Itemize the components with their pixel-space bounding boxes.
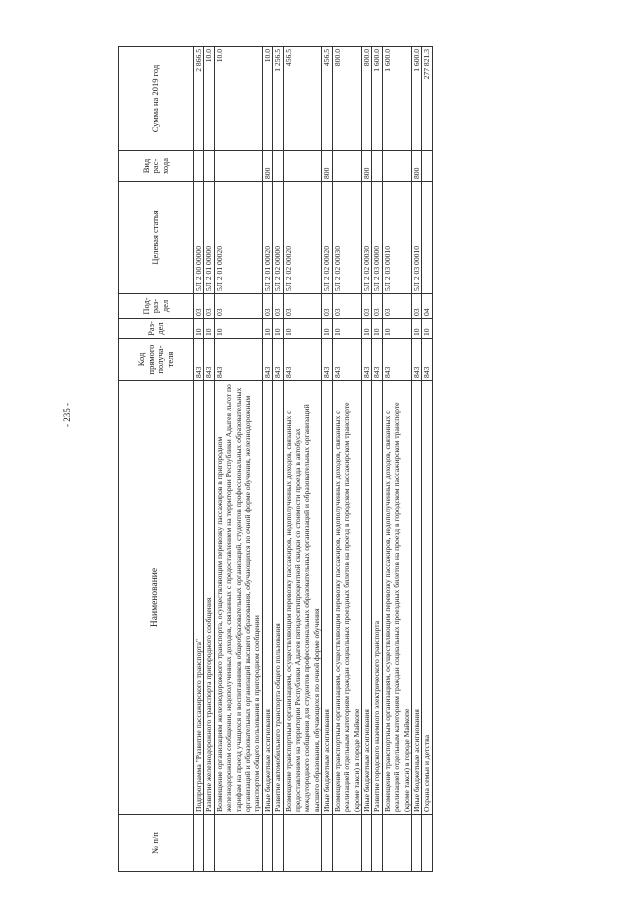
cell-section: 10 <box>411 319 421 339</box>
cell-name: Подпрограмма "Развитие пассажирского транспорта" <box>194 381 204 815</box>
cell-expense-type <box>422 151 432 182</box>
cell-admin-code: 843 <box>214 339 262 381</box>
header-subsection: Под-раз-дел <box>119 294 194 319</box>
cell-sum: 1 600.0 <box>411 47 421 151</box>
cell-target-article: 5Л 2 03 00010 <box>411 182 421 294</box>
cell-subsection: 03 <box>283 294 322 319</box>
cell-subsection: 03 <box>382 294 411 319</box>
cell-section: 10 <box>214 319 262 339</box>
table-row <box>361 47 371 872</box>
cell-expense-type: 800 <box>361 151 371 182</box>
table-row <box>332 47 361 872</box>
cell-admin-code: 843 <box>262 339 272 381</box>
table-row <box>283 47 322 872</box>
cell-sum: 10.0 <box>262 47 272 151</box>
header-admin-code: Код прямого получа-теля <box>119 339 194 381</box>
cell-target-article: 5Л 2 01 00020 <box>214 182 262 294</box>
cell-num <box>204 815 214 872</box>
cell-target-article: 5Л 2 02 00000 <box>273 182 283 294</box>
cell-expense-type: 800 <box>262 151 272 182</box>
table-header-row <box>119 47 194 872</box>
cell-num <box>322 815 332 872</box>
cell-admin-code: 843 <box>422 339 432 381</box>
cell-num <box>194 815 204 872</box>
cell-section: 10 <box>372 319 382 339</box>
header-num: № п/п <box>119 815 194 872</box>
cell-num <box>411 815 421 872</box>
cell-subsection: 03 <box>273 294 283 319</box>
cell-admin-code: 843 <box>204 339 214 381</box>
table-row <box>262 47 272 872</box>
cell-expense-type <box>283 151 322 182</box>
budget-table <box>118 46 433 872</box>
cell-section: 10 <box>422 319 432 339</box>
cell-name: Возмещение транспортным организациям, осуществляющим перевозку пассажиров, недополученных доходов, связанных с предоставлением на территории Республики Адыгея пятидесятипроцентной скидки со стоимости проезда в автобусах междугородного сообщения для студентов профессиональных образовательных организаций и образовательных организаций высшего образования, обучающихся по очной форме обучения <box>283 381 322 815</box>
cell-expense-type: 800 <box>411 151 421 182</box>
cell-subsection: 03 <box>372 294 382 319</box>
page-number: - 235 - <box>62 403 72 427</box>
cell-section: 10 <box>204 319 214 339</box>
cell-num <box>422 815 432 872</box>
cell-name: Возмещение транспортным организациям, осуществляющим перевозку пассажиров, недополученных доходов, связанных с реализацией отдельным категориям граждан социальных проездных билетов на проезд в городском пассажирском транспорте (кроме такси) в городе Майкопе <box>332 381 361 815</box>
cell-name: Развитие автомобильного транспорта общего пользования <box>273 381 283 815</box>
cell-target-article: 5Л 2 01 00020 <box>262 182 272 294</box>
cell-section: 10 <box>273 319 283 339</box>
table-row <box>422 47 432 872</box>
cell-section: 10 <box>262 319 272 339</box>
cell-subsection: 03 <box>204 294 214 319</box>
table-row <box>411 47 421 872</box>
cell-subsection: 03 <box>194 294 204 319</box>
cell-num <box>382 815 411 872</box>
cell-target-article: 5Л 2 02 00020 <box>322 182 332 294</box>
cell-num <box>332 815 361 872</box>
table-row <box>204 47 214 872</box>
cell-name: Возмещение транспортным организациям, осуществляющим перевозку пассажиров, недополученных доходов, связанных с реализацией отдельным категориям граждан социальных проездных билетов на проезд в городском пассажирском транспорте (кроме такси) в городе Майкопе <box>382 381 411 815</box>
header-target-article: Целевая статья <box>119 182 194 294</box>
cell-section: 10 <box>194 319 204 339</box>
cell-section: 10 <box>332 319 361 339</box>
cell-sum: 456.5 <box>283 47 322 151</box>
cell-num <box>262 815 272 872</box>
table-row <box>214 47 262 872</box>
cell-expense-type <box>194 151 204 182</box>
cell-target-article: 5Л 2 02 00030 <box>361 182 371 294</box>
cell-target-article <box>422 182 432 294</box>
cell-name: Развитие городского наземного электрического транспорта <box>372 381 382 815</box>
header-section: Раз-дел <box>119 319 194 339</box>
cell-expense-type <box>204 151 214 182</box>
cell-num <box>361 815 371 872</box>
cell-subsection: 04 <box>422 294 432 319</box>
rotated-page-content <box>118 47 592 872</box>
cell-target-article: 5Л 2 00 00000 <box>194 182 204 294</box>
cell-num <box>214 815 262 872</box>
cell-subsection: 03 <box>411 294 421 319</box>
cell-target-article: 5Л 2 02 00030 <box>332 182 361 294</box>
cell-admin-code: 843 <box>322 339 332 381</box>
cell-name: Иные бюджетные ассигнования <box>411 381 421 815</box>
cell-num <box>283 815 322 872</box>
header-name: Наименование <box>119 381 194 815</box>
cell-admin-code: 843 <box>273 339 283 381</box>
cell-name: Иные бюджетные ассигнования <box>361 381 371 815</box>
cell-subsection: 03 <box>322 294 332 319</box>
cell-section: 10 <box>322 319 332 339</box>
cell-expense-type <box>273 151 283 182</box>
cell-num <box>273 815 283 872</box>
header-sum: Сумма на 2019 год <box>119 47 194 151</box>
cell-sum: 2 866.5 <box>194 47 204 151</box>
cell-sum: 10.0 <box>214 47 262 151</box>
cell-name: Возмещение организациям железнодорожного транспорта, осуществляющим перевозку пассажиров в пригородном железнодорожном сообщении, недополученных доходов, связанных с предоставлением на территории Республики Адыгея льгот по тарифам на проезд учащихся и воспитанников общеобразовательных организаций, студентов профессиональных образовательных организаций и образовательных организаций высшего образования, обучающихся по очной форме обучения, железнодорожным транспортом общего пользования в пригородном сообщении <box>214 381 262 815</box>
cell-admin-code: 843 <box>332 339 361 381</box>
cell-admin-code: 843 <box>382 339 411 381</box>
cell-expense-type <box>332 151 361 182</box>
table-row <box>382 47 411 872</box>
cell-admin-code: 843 <box>283 339 322 381</box>
cell-sum: 800.0 <box>361 47 371 151</box>
cell-sum: 10.0 <box>204 47 214 151</box>
table-row <box>372 47 382 872</box>
cell-admin-code: 843 <box>361 339 371 381</box>
header-expense-type: Вид рас-хода <box>119 151 194 182</box>
cell-section: 10 <box>382 319 411 339</box>
table-row <box>322 47 332 872</box>
cell-expense-type <box>372 151 382 182</box>
cell-section: 10 <box>361 319 371 339</box>
cell-sum: 800.0 <box>332 47 361 151</box>
cell-subsection: 03 <box>214 294 262 319</box>
cell-name: Охрана семьи и детства <box>422 381 432 815</box>
cell-sum: 456.5 <box>322 47 332 151</box>
cell-sum: 277 821.3 <box>422 47 432 151</box>
cell-name: Иные бюджетные ассигнования <box>262 381 272 815</box>
cell-expense-type <box>214 151 262 182</box>
cell-target-article: 5Л 2 03 00010 <box>382 182 411 294</box>
cell-admin-code: 843 <box>411 339 421 381</box>
cell-name: Иные бюджетные ассигнования <box>322 381 332 815</box>
cell-num <box>372 815 382 872</box>
cell-subsection: 03 <box>332 294 361 319</box>
cell-subsection: 03 <box>262 294 272 319</box>
cell-sum: 1 256.5 <box>273 47 283 151</box>
cell-sum: 1 600.0 <box>372 47 382 151</box>
cell-expense-type <box>382 151 411 182</box>
cell-name: Развитие железнодорожного транспорта пригородного сообщения <box>204 381 214 815</box>
cell-sum: 1 600.0 <box>382 47 411 151</box>
cell-target-article: 5Л 2 01 00000 <box>204 182 214 294</box>
table-row <box>273 47 283 872</box>
cell-subsection: 03 <box>361 294 371 319</box>
cell-target-article: 5Л 2 02 00020 <box>283 182 322 294</box>
cell-admin-code: 843 <box>372 339 382 381</box>
table-row <box>194 47 204 872</box>
cell-expense-type: 800 <box>322 151 332 182</box>
cell-target-article: 5Л 2 03 00000 <box>372 182 382 294</box>
cell-admin-code: 843 <box>194 339 204 381</box>
table-body <box>194 47 433 872</box>
cell-section: 10 <box>283 319 322 339</box>
